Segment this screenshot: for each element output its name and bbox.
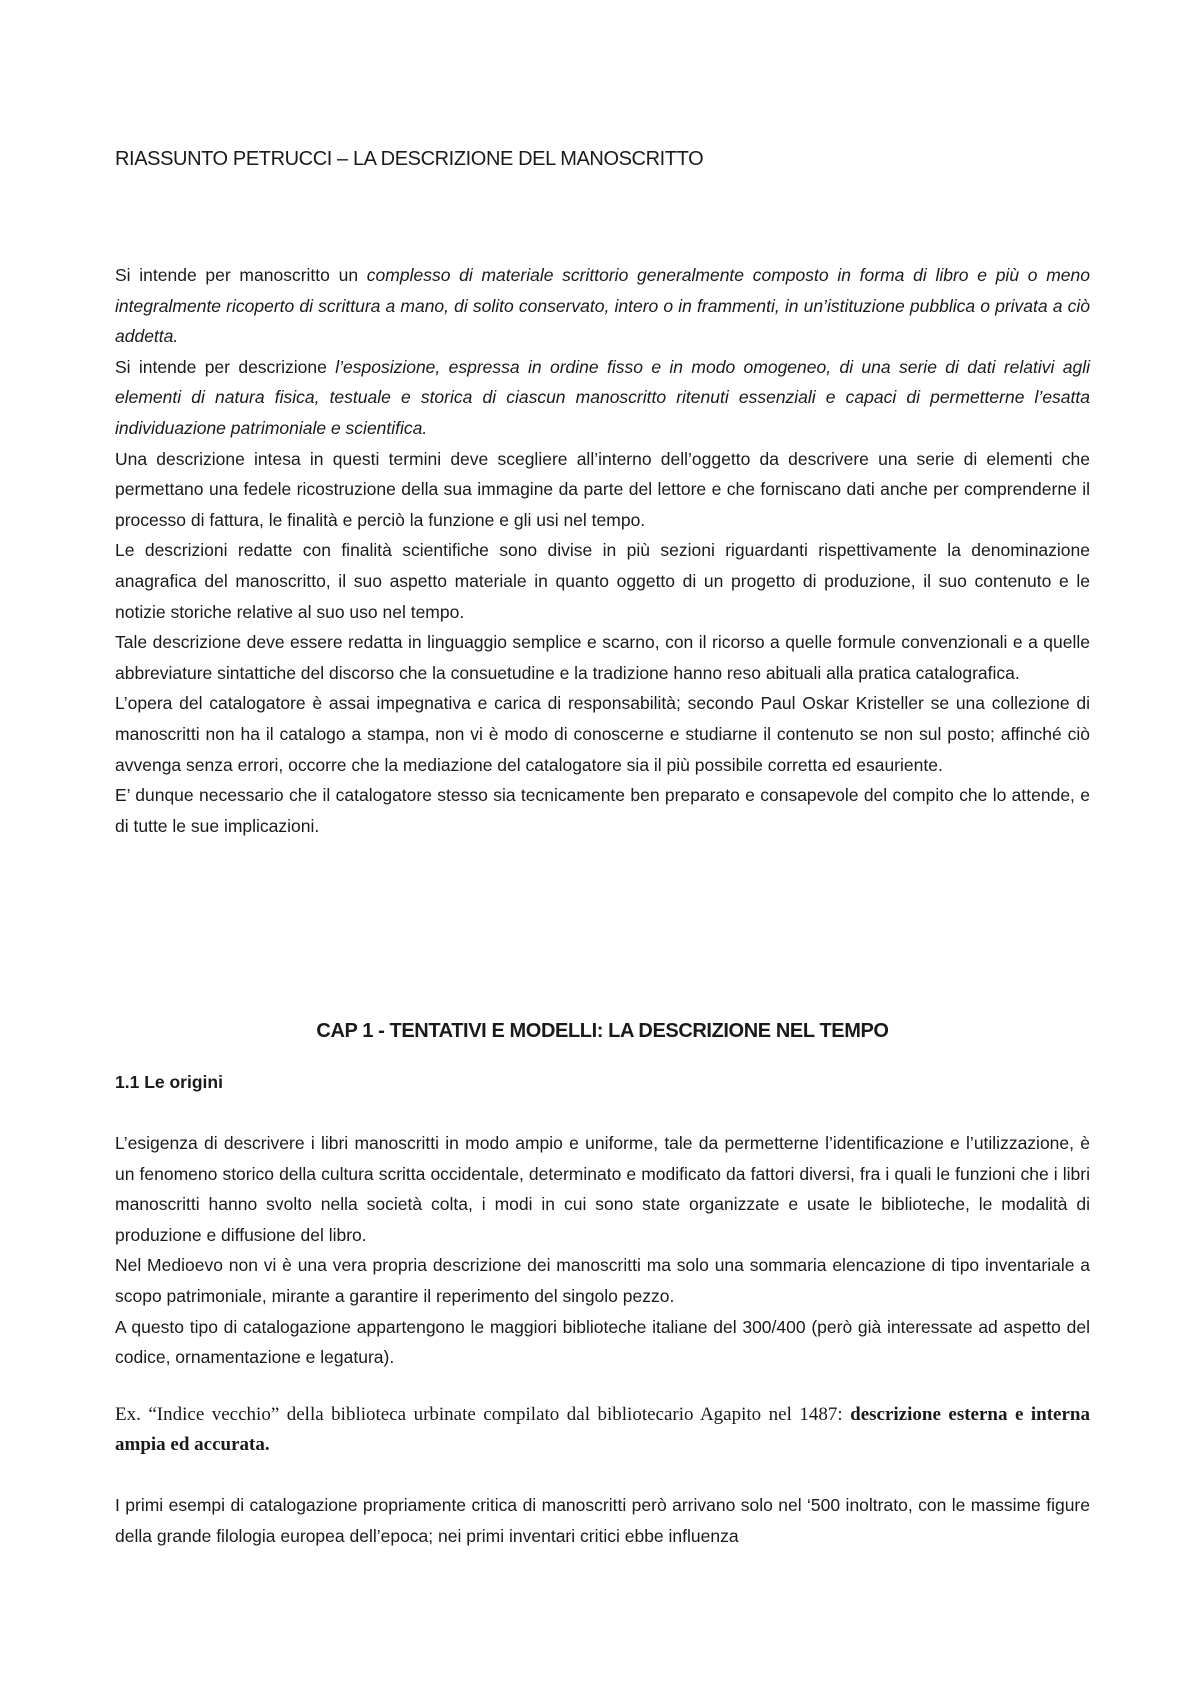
paragraph-lead: Si intende per descrizione xyxy=(115,356,336,377)
paragraph: E’ dunque necessario che il catalogatore stesso sia tecnicamente ben preparato e consapevole del compito che lo attende, e di tutte le sue implicazioni. xyxy=(115,785,1090,836)
section-title: 1.1 Le origini xyxy=(115,1072,223,1092)
paragraph: Una descrizione intesa in questi termini deve scegliere all’interno dell’oggetto da descrivere una serie di elementi che permettano una fedele ricostruzione della sua immagine da parte del lettore e che forniscano dati anche per comprenderne il processo di fattura, le finalità e perciò la funzione e gli usi nel tempo. xyxy=(115,448,1090,530)
paragraph: A questo tipo di catalogazione appartengono le maggiori biblioteche italiane del 300/400 (però già interessate ad aspetto del codice, ornamentazione e legatura). xyxy=(115,1316,1090,1368)
origins-section xyxy=(115,1128,1090,1373)
paragraph-lead: Si intende per manoscritto un xyxy=(115,265,367,285)
paragraph: I primi esempi di catalogazione propriamente critica di manoscritti però arrivano solo nel ‘500 inoltrato, con le massime figure della grande filologia europea dell’epoca; nei primi inventari critici ebbe influenza xyxy=(115,1495,1090,1546)
example-paragraph xyxy=(115,1400,1090,1460)
document-page xyxy=(115,0,1090,1696)
paragraph: Nel Medioevo non vi è una vera propria descrizione dei manoscritti ma solo una sommaria elencazione di tipo inventariale a scopo patrimoniale, mirante a garantire il reperimento del singolo pezzo. xyxy=(115,1255,1090,1306)
chapter-title: CAP 1 - TENTATIVI E MODELLI: LA DESCRIZIONE NEL TEMPO xyxy=(316,1020,889,1042)
example-lead: Ex. “Indice vecchio” della biblioteca urbinate compilato dal bibliotecario Agapito nel 1487: xyxy=(115,1404,851,1425)
paragraph: L’opera del catalogatore è assai impegnativa e carica di responsabilità; secondo Paul Oskar Kristeller se una collezione di manoscritti non ha il catalogo a stampa, non vi è modo di conoscerne e studiarne il contenuto se non sul posto; affinché ciò avvenga senza errori, occorre che la mediazione del catalogatore sia il più possibile corretta ed esauriente. xyxy=(115,693,1090,775)
italic-definition: complesso di materiale scrittorio generalmente composto in forma di libro e più o meno integralmente ricoperto di scrittura a mano, di solito conservato, intero o in frammenti, in un’istituzione pubblica o privata a ciò addetta. xyxy=(115,265,1091,347)
definition-manuscript-paragraph xyxy=(115,260,1090,352)
paragraph: Le descrizioni redatte con finalità scientifiche sono divise in più sezioni riguardanti rispettivamente la denominazione anagrafica del manoscritto, il suo aspetto materiale in quanto oggetto di un progetto di produzione, il suo contenuto e le notizie storiche relative al suo uso nel tempo. xyxy=(115,540,1090,622)
document-title: RIASSUNTO PETRUCCI – LA DESCRIZIONE DEL MANOSCRITTO xyxy=(115,148,704,170)
example-bold-text: descrizione esterna e interna ampia ed accurata. xyxy=(115,1404,1090,1455)
closing-section xyxy=(115,1490,1090,1551)
paragraph: Tale descrizione deve essere redatta in linguaggio semplice e scarno, con il ricorso a quelle formule convenzionali e a quelle abbreviature sintattiche del discorso che la consuetudine e la tradizione hanno reso abituali alla pratica catalografica. xyxy=(115,632,1090,683)
intro-section xyxy=(115,260,1090,841)
italic-definition: l’esposizione, espressa in ordine fisso e in modo omogeneo, di una serie di dati relativi agli elementi di natura fisica, testuale e storica di ciascun manoscritto ritenuti essenziali e capaci di permetterne l’esatta individuazione patrimoniale e scientifica. xyxy=(115,356,1090,438)
paragraph: L’esigenza di descrivere i libri manoscritti in modo ampio e uniforme, tale da permetterne l’identificazione e l’utilizzazione, è un fenomeno storico della cultura scritta occidentale, determinato e modificato da fattori diversi, fra i quali le funzioni che i libri manoscritti hanno svolto nella società colta, i modi in cui sono state organizzate e usate le biblioteche, le modalità di produzione e diffusione del libro. xyxy=(115,1133,1090,1245)
definition-description-paragraph xyxy=(115,352,1090,444)
